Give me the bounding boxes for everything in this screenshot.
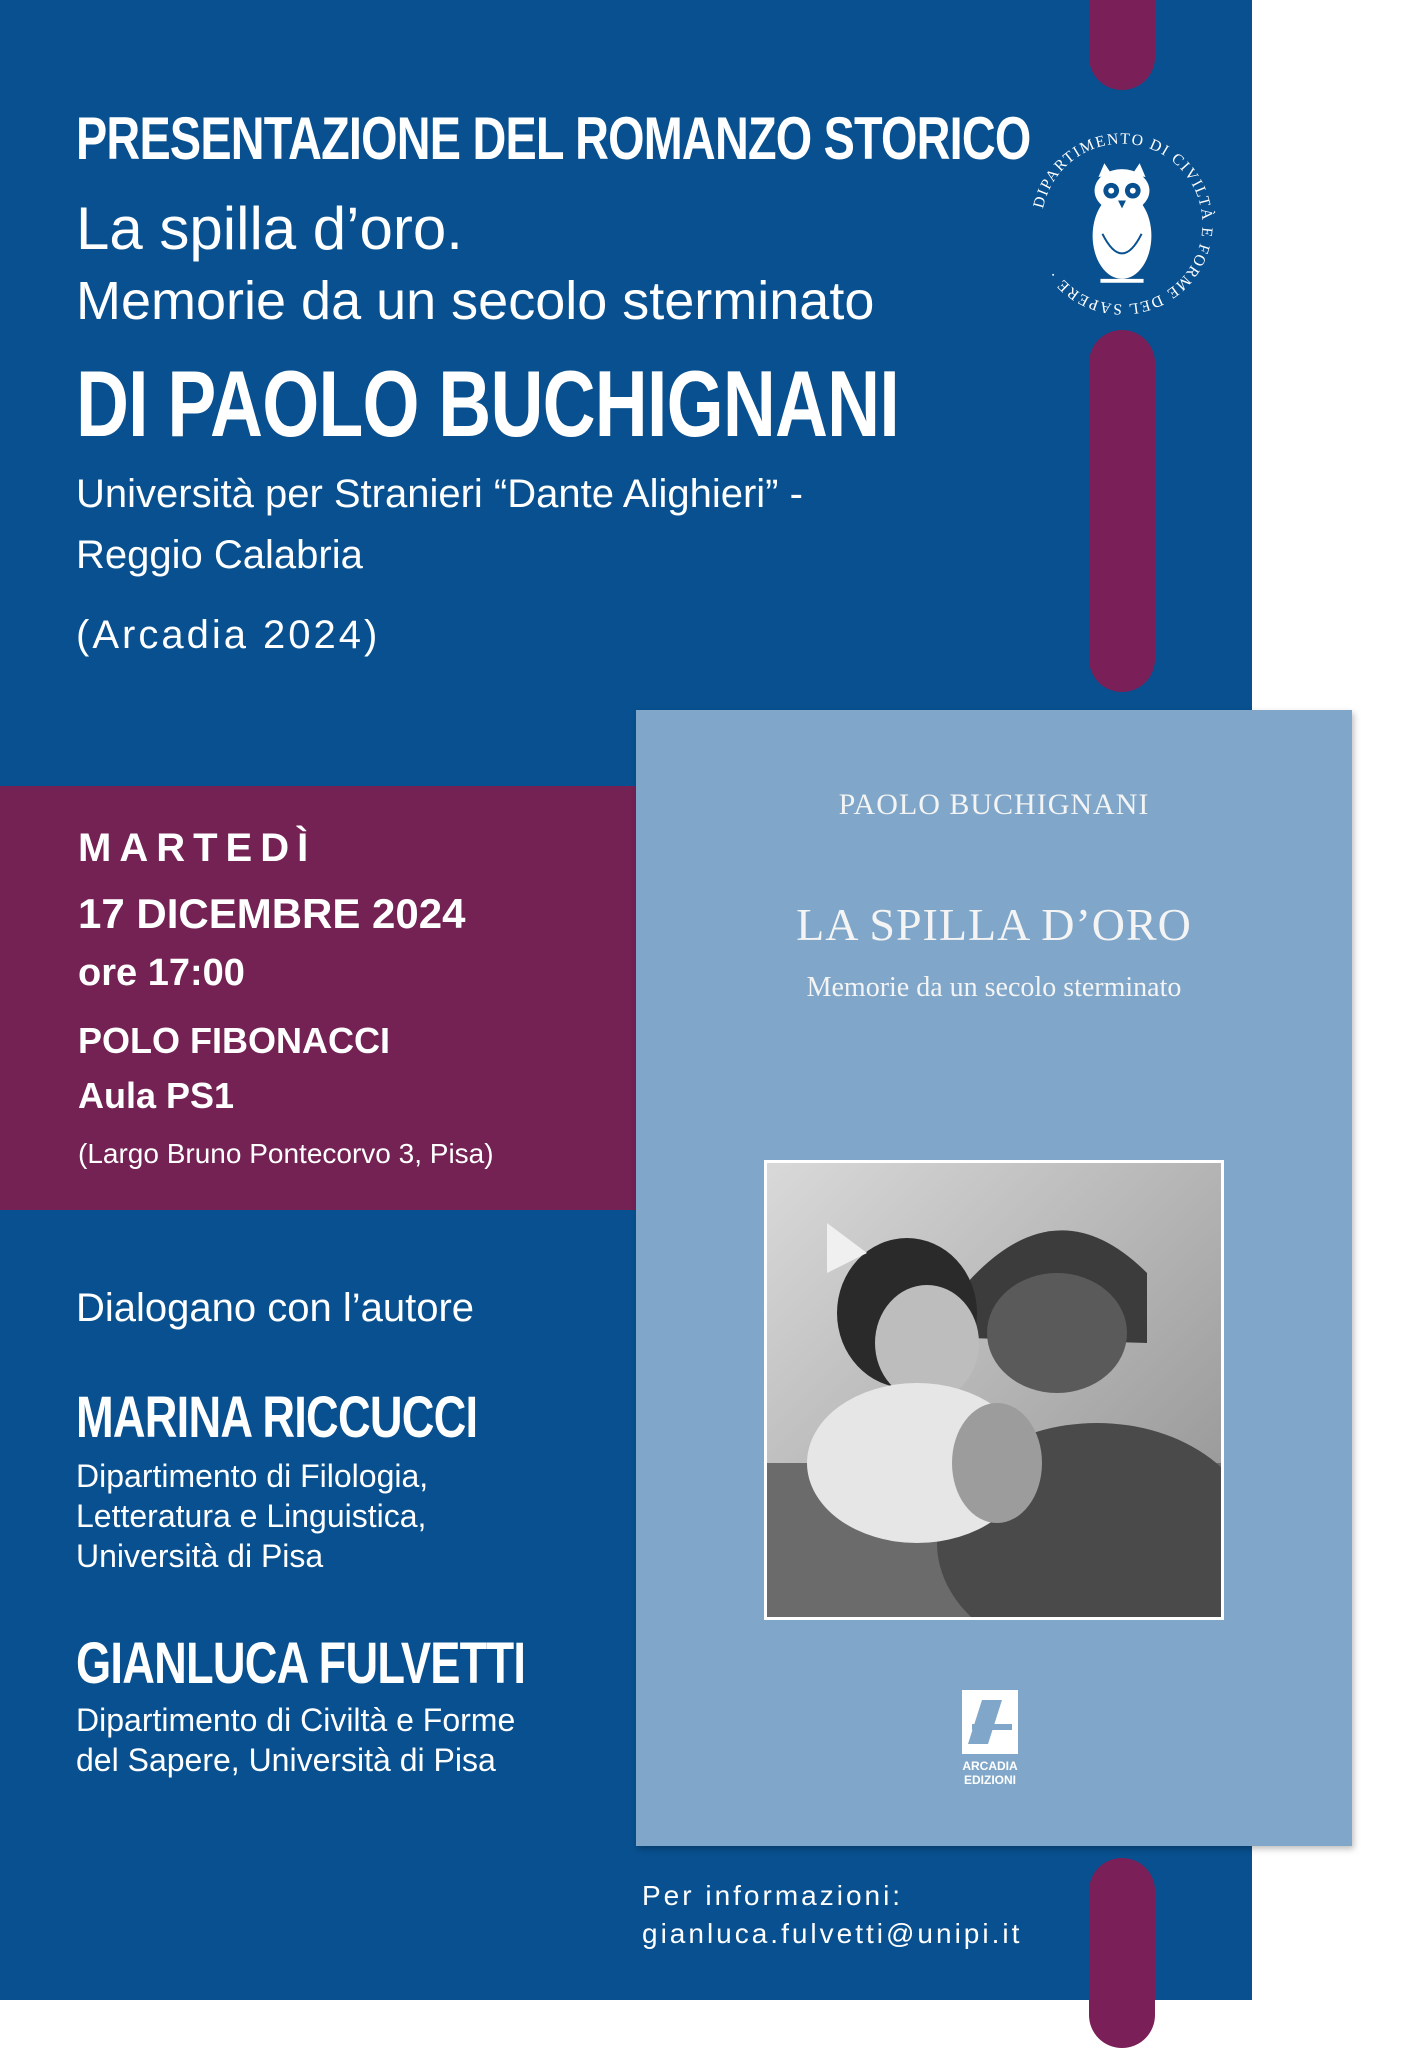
event-place: POLO FIBONACCI: [78, 1020, 390, 1061]
info-email[interactable]: gianluca.fulvetti@unipi.it: [642, 1918, 1023, 1949]
university-line-1: Università per Stranieri “Dante Alighieri” -: [76, 472, 803, 516]
arcadia-logo: [958, 1690, 1022, 1790]
cover-author: PAOLO BUCHIGNANI: [838, 788, 1150, 821]
book-cover: [636, 710, 1352, 1846]
speaker-name: GIANLUCA FULVETTI: [76, 1631, 526, 1696]
presentation-heading: PRESENTAZIONE DEL ROMANZO STORICO: [76, 105, 1031, 172]
event-address: (Largo Bruno Pontecorvo 3, Pisa): [78, 1138, 494, 1169]
cover-subtitle: Memorie da un secolo sterminato: [806, 972, 1182, 1003]
event-day: MARTEDÌ: [78, 826, 317, 870]
event-room: Aula PS1: [78, 1075, 235, 1116]
seal-text: DIPARTIMENTO DI CIVILTÀ E FORME DEL SAPERE ·: [1030, 130, 1216, 318]
cover-photo: [764, 1160, 1224, 1620]
book-title: La spilla d’oro.: [76, 195, 463, 262]
author-heading: DI PAOLO BUCHIGNANI: [76, 351, 899, 456]
event-date: 17 DICEMBRE 2024: [78, 890, 466, 937]
decorative-bar-bottom: [1089, 1858, 1155, 2048]
university-line-2: Reggio Calabria: [76, 533, 363, 577]
speaker-affiliation: Università di Pisa: [76, 1538, 324, 1574]
info-label: Per informazioni:: [642, 1880, 904, 1911]
speaker-name: MARINA RICCUCCI: [76, 1385, 478, 1450]
cover-title: LA SPILLA D’ORO: [796, 899, 1192, 950]
publisher-subname: EDIZIONI: [963, 1773, 1017, 1787]
decorative-bar-middle: [1089, 330, 1155, 692]
speaker-affiliation: Dipartimento di Civiltà e Forme: [76, 1702, 516, 1738]
department-seal: [1024, 126, 1220, 322]
publisher-year: (Arcadia 2024): [76, 613, 381, 657]
decorative-bar-top: [1089, 0, 1155, 90]
book-subtitle: Memorie da un secolo sterminato: [76, 271, 875, 331]
publisher-name: ARCADIA: [962, 1759, 1018, 1773]
speakers-intro: Dialogano con l’autore: [76, 1286, 475, 1330]
speaker-affiliation: Letteratura e Linguistica,: [76, 1498, 427, 1534]
speaker-affiliation: del Sapere, Università di Pisa: [76, 1742, 496, 1778]
cover-photo-image: [767, 1163, 1221, 1617]
event-time: ore 17:00: [78, 952, 245, 994]
speaker-affiliation: Dipartimento di Filologia,: [76, 1458, 429, 1494]
owl-icon: [1093, 163, 1152, 281]
